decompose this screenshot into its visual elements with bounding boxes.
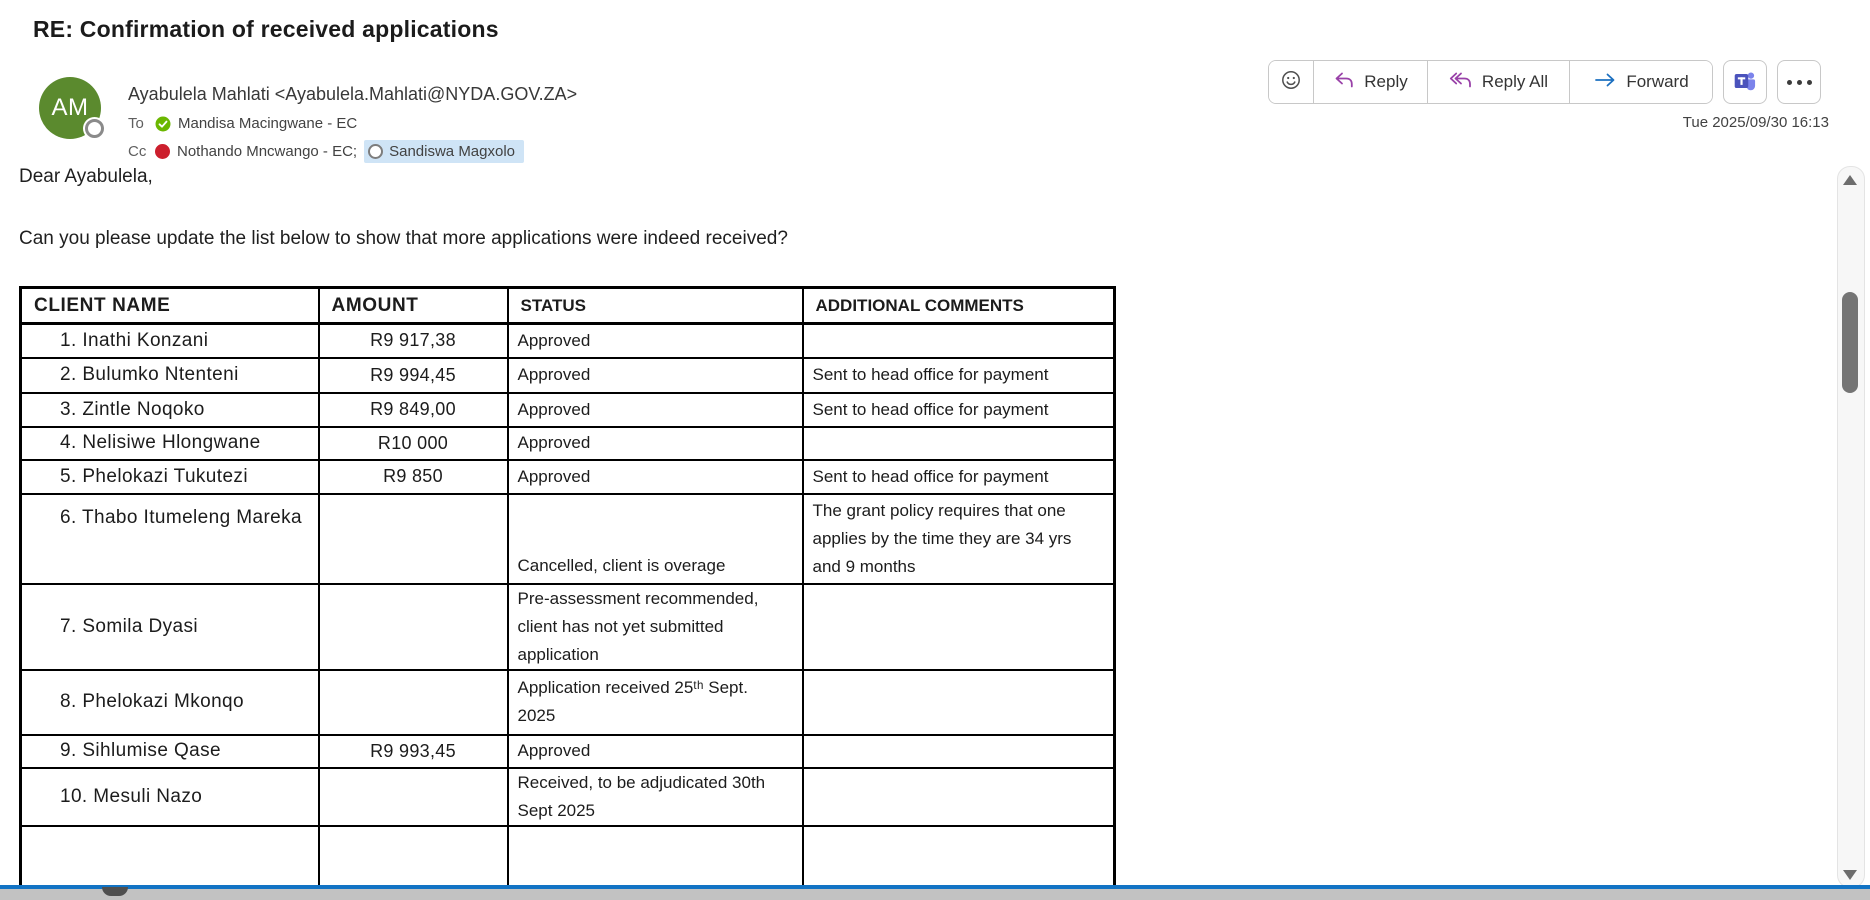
comment-cell: Sent to head office for payment <box>803 358 1115 393</box>
reply-all-label: Reply All <box>1481 72 1549 91</box>
table-header-row <box>21 288 1115 324</box>
header-additional-comments: ADDITIONAL COMMENTS <box>803 288 1115 324</box>
comment-cell <box>803 670 1115 735</box>
applications-table <box>19 286 1116 892</box>
recipient-cc-name: Sandiswa Magxolo <box>389 143 516 160</box>
header-client-name: CLIENT NAME <box>21 288 319 324</box>
horizontal-scrollbar[interactable] <box>0 889 1870 900</box>
presence-available-icon <box>155 116 171 132</box>
table-row <box>21 768 1115 826</box>
amount-cell: R9 993,45 <box>319 735 508 768</box>
body-greeting: Dear Ayabulela, <box>19 166 153 187</box>
comment-cell <box>803 324 1115 358</box>
amount-cell <box>319 826 508 891</box>
table-row <box>21 826 1115 891</box>
to-line <box>128 115 577 132</box>
table-row <box>21 494 1115 584</box>
avatar-initials: AM <box>51 94 89 121</box>
client-cell: 1. Inathi Konzani <box>21 324 319 358</box>
header-amount: AMOUNT <box>319 288 508 324</box>
amount-cell: R9 917,38 <box>319 324 508 358</box>
client-cell: 2. Bulumko Ntenteni <box>21 358 319 393</box>
client-cell: 3. Zintle Noqoko <box>21 393 319 427</box>
comment-cell <box>803 768 1115 826</box>
message-header <box>128 84 577 163</box>
cc-line <box>128 140 577 163</box>
vertical-scrollbar-track[interactable] <box>1837 166 1865 888</box>
amount-cell <box>319 768 508 826</box>
reply-button[interactable] <box>1314 61 1428 103</box>
client-cell: 4. Nelisiwe Hlongwane <box>21 427 319 460</box>
presence-offline-icon <box>368 144 383 159</box>
ellipsis-icon <box>1787 80 1812 85</box>
vertical-scrollbar-thumb[interactable] <box>1842 292 1858 393</box>
table-row <box>21 670 1115 735</box>
status-cell: Received, to be adjudicated 30th Sept 2025 <box>508 768 803 826</box>
recipient-cc[interactable]: Nothando Mncwango - EC; <box>177 143 358 160</box>
comment-cell: Sent to head office for payment <box>803 460 1115 494</box>
comment-cell <box>803 584 1115 670</box>
amount-cell: R9 850 <box>319 460 508 494</box>
amount-cell: R9 849,00 <box>319 393 508 427</box>
status-cell: Approved <box>508 393 803 427</box>
reactions-button[interactable] <box>1269 61 1314 103</box>
comment-cell: The grant policy requires that one applies by the time they are 34 yrs and 9 months <box>803 494 1115 584</box>
table-row <box>21 460 1115 494</box>
status-cell: Application received 25ᵗʰ Sept. 2025 <box>508 670 803 735</box>
email-subject: RE: Confirmation of received applications <box>33 16 499 42</box>
table-row <box>21 393 1115 427</box>
table-row <box>21 427 1115 460</box>
table-row <box>21 584 1115 670</box>
reply-all-button[interactable] <box>1428 61 1570 103</box>
to-label: To <box>128 115 144 132</box>
status-cell: Approved <box>508 735 803 768</box>
reply-icon <box>1333 70 1355 95</box>
status-cell: Approved <box>508 358 803 393</box>
scroll-down-arrow-icon[interactable] <box>1843 870 1857 880</box>
applications-table-body <box>21 324 1115 891</box>
table-row <box>21 358 1115 393</box>
amount-cell <box>319 584 508 670</box>
status-cell: Cancelled, client is overage <box>508 494 803 584</box>
status-cell <box>508 826 803 891</box>
recipient-to[interactable]: Mandisa Macingwane - EC <box>178 115 358 132</box>
client-cell: 7. Somila Dyasi <box>21 584 319 670</box>
client-cell: 5. Phelokazi Tukutezi <box>21 460 319 494</box>
sender-address[interactable]: Ayabulela Mahlati <Ayabulela.Mahlati@NYDA.GOV.ZA> <box>128 84 578 104</box>
amount-cell <box>319 670 508 735</box>
status-cell: Approved <box>508 427 803 460</box>
client-cell: 6. Thabo Itumeleng Mareka <box>21 494 319 584</box>
forward-label: Forward <box>1626 72 1689 91</box>
presence-busy-icon <box>155 144 170 159</box>
amount-cell: R10 000 <box>319 427 508 460</box>
amount-cell: R9 994,45 <box>319 358 508 393</box>
client-cell: 10. Mesuli Nazo <box>21 768 319 826</box>
message-toolbar <box>1268 60 1821 104</box>
client-cell <box>21 826 319 891</box>
scroll-up-arrow-icon[interactable] <box>1843 175 1857 185</box>
reply-all-icon <box>1449 70 1473 95</box>
client-cell: 9. Sihlumise Qase <box>21 735 319 768</box>
forward-button[interactable] <box>1570 61 1712 103</box>
status-cell: Approved <box>508 460 803 494</box>
reply-label: Reply <box>1364 72 1408 91</box>
amount-cell <box>319 494 508 584</box>
comment-cell <box>803 735 1115 768</box>
smiley-icon <box>1280 69 1302 96</box>
reply-button-group <box>1268 60 1713 104</box>
status-cell: Approved <box>508 324 803 358</box>
recipient-cc-highlighted[interactable] <box>364 140 524 163</box>
more-actions-button[interactable] <box>1777 60 1821 104</box>
cc-label: Cc <box>128 143 147 160</box>
table-row <box>21 735 1115 768</box>
comment-cell <box>803 826 1115 891</box>
status-cell: Pre-assessment recommended, client has not yet submitted application <box>508 584 803 670</box>
client-cell: 8. Phelokazi Mkonqo <box>21 670 319 735</box>
message-timestamp: Tue 2025/09/30 16:13 <box>1682 114 1829 131</box>
comment-cell <box>803 427 1115 460</box>
comment-cell: Sent to head office for payment <box>803 393 1115 427</box>
presence-offline-badge-icon <box>85 119 104 138</box>
teams-icon <box>1732 68 1758 97</box>
forward-icon <box>1593 70 1617 95</box>
body-message: Can you please update the list below to show that more applications were indeed received? <box>19 228 788 249</box>
table-row <box>21 324 1115 358</box>
header-status: STATUS <box>508 288 803 324</box>
share-to-teams-button[interactable] <box>1723 60 1767 104</box>
